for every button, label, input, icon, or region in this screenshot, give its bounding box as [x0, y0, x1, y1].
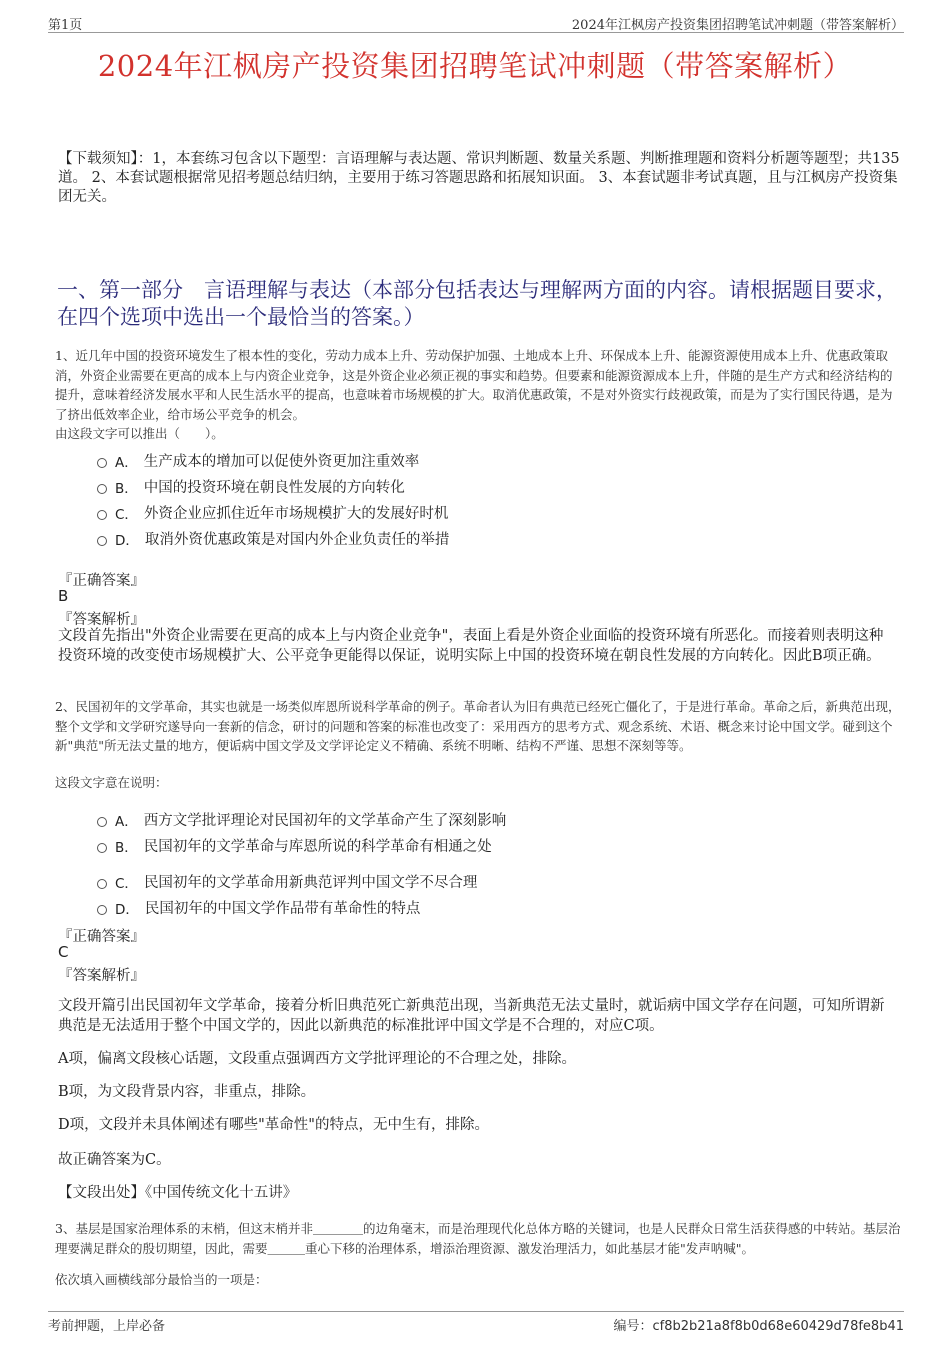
- question-2-answer-label: 『正确答案』: [58, 929, 145, 945]
- question-3-prompt: 依次填入画横线部分最恰当的一项是：: [55, 1272, 268, 1287]
- question-2-prompt: 这段文字意在说明：: [55, 775, 168, 790]
- page-number: 第1页: [48, 18, 83, 33]
- page-title: 2024年江枫房产投资集团招聘笔试冲刺题（带答案解析）: [97, 49, 853, 83]
- radio-icon[interactable]: [97, 843, 107, 853]
- footer-divider: [48, 1311, 904, 1312]
- question-1-option-d[interactable]: D． 取消外资优惠政策是对国内外企业负责任的举措: [97, 528, 449, 549]
- question-2-option-b[interactable]: B． 民国初年的文学革命与库恩所说的科学革命有相通之处: [97, 835, 492, 856]
- question-1-option-c[interactable]: C． 外资企业应抓住近年市场规模扩大的发展好时机: [97, 502, 448, 523]
- section-heading: 一、第一部分 言语理解与表达（本部分包括表达与理解两方面的内容。请根据题目要求，在四个选项中选出一个最恰当的答案。）: [57, 278, 897, 329]
- question-2-analysis: 文段开篇引出民国初年文学革命，接着分析旧典范死亡新典范出现，当新典范无法丈量时，就诟病中国文学存在问题，可知所谓新典范是无法适用于整个中国文学的，因此以新典范的标准批评中国文学是不合理的，对应C项。: [58, 998, 885, 1034]
- question-2-note-b: B项，为文段背景内容，非重点，排除。: [58, 1084, 316, 1100]
- footer-doc-id: 编号：cf8b2b21a8f8b0d68e60429d78fe8b41: [613, 1319, 904, 1334]
- radio-icon[interactable]: [97, 536, 107, 546]
- question-2-option-c[interactable]: C． 民国初年的文学革命用新典范评判中国文学不尽合理: [97, 871, 477, 892]
- question-2-answer: C: [58, 943, 69, 961]
- question-2-conclusion: 故正确答案为C。: [58, 1152, 171, 1168]
- radio-icon[interactable]: [97, 905, 107, 915]
- question-1-option-b[interactable]: B． 中国的投资环境在朝良性发展的方向转化: [97, 476, 405, 497]
- question-2-note-d: D项，文段并未具体阐述有哪些"革命性"的特点，无中生有，排除。: [58, 1117, 489, 1133]
- question-2-source: 【文段出处】《中国传统文化十五讲》: [58, 1185, 298, 1201]
- radio-icon[interactable]: [97, 879, 107, 889]
- header-divider: [48, 32, 904, 33]
- question-1-answer-label: 『正确答案』: [58, 573, 145, 589]
- radio-icon[interactable]: [97, 484, 107, 494]
- question-1-analysis: 文段首先指出"外资企业需要在更高的成本上与内资企业竞争"，表面上看是外资企业面临的投资环境有所恶化。而接着则表明这种投资环境的改变使市场规模扩大、公平竞争更能得以保证，说明实际上中国的投资环境在朝良性发展的方向转化。因此B项正确。: [58, 628, 884, 664]
- question-2-option-d[interactable]: D． 民国初年的中国文学作品带有革命性的特点: [97, 897, 420, 918]
- question-1-text: 1、近几年中国的投资环境发生了根本性的变化，劳动力成本上升、劳动保护加强、土地成本上升、环保成本上升、能源资源使用成本上升、优惠政策取消，外资企业需要在更高的成本上与内资企业竞争，这是外资企业必须正视的事实和趋势。但要素和能源资源成本上升，伴随的是生产方式和经济结构的提升，意味着经济发展水平和人民生活水平的提高，也意味着市场规模的扩大。取消优惠政策，不是对外资实行歧视政策，而是为了实行国民待遇，是为了挤出低效率企业，给市场公平竞争的机会。 由这段文字可以推出（ ）。: [55, 348, 893, 441]
- question-1-analysis-label: 『答案解析』: [58, 612, 145, 628]
- radio-icon[interactable]: [97, 458, 107, 468]
- question-2-option-a[interactable]: A． 西方文学批评理论对民国初年的文学革命产生了深刻影响: [97, 809, 506, 830]
- radio-icon[interactable]: [97, 510, 107, 520]
- question-1-option-a[interactable]: A． 生产成本的增加可以促使外资更加注重效率: [97, 450, 419, 471]
- question-1-prompt: 由这段文字可以推出（ ）。: [55, 426, 224, 441]
- question-2-note-a: A项，偏离文段核心话题，文段重点强调西方文学批评理论的不合理之处，排除。: [58, 1051, 576, 1067]
- question-2-analysis-label: 『答案解析』: [58, 968, 145, 984]
- download-notice: 【下载须知】：1，本套练习包含以下题型：言语理解与表达题、常识判断题、数量关系题、判断推理题和资料分析题等题型；共135道。 2、本套试题根据常见招考题总结归纳，主要用于练习答题思路和拓展知识面。 3、本套试题非考试真题，且与江枫房产投资集团无关。: [58, 151, 900, 205]
- header-doc-title: 2024年江枫房产投资集团招聘笔试冲刺题（带答案解析）: [571, 18, 904, 33]
- footer-slogan: 考前押题，上岸必备: [48, 1319, 166, 1334]
- question-1-answer: B: [58, 587, 69, 605]
- radio-icon[interactable]: [97, 817, 107, 827]
- question-2-text: 2、民国初年的文学革命，其实也就是一场类似库恩所说科学革命的例子。革命者认为旧有典范已经死亡僵化了，于是进行革命。革命之后，新典范出现，整个文学和文学研究遂导向一套新的信念，研讨的问题和答案的标准也改变了：采用西方的思考方式、观念系统、术语、概念来讨论中国文学。碰到这个新"典范"所无法丈量的地方，便诟病中国文学及文学评论定义不精确、系统不明晰、结构不严谨、思想不深刻等等。: [55, 699, 901, 753]
- question-3-text: 3、基层是国家治理体系的末梢，但这末梢并非＿＿＿＿的边角毫末，而是治理现代化总体方略的关键词，也是人民群众日常生活获得感的中转站。基层治理要满足群众的殷切期望，因此，需要＿＿＿重心下移的治理体系，增添治理资源、激发治理活力，如此基层才能"发声呐喊"。: [55, 1221, 901, 1256]
